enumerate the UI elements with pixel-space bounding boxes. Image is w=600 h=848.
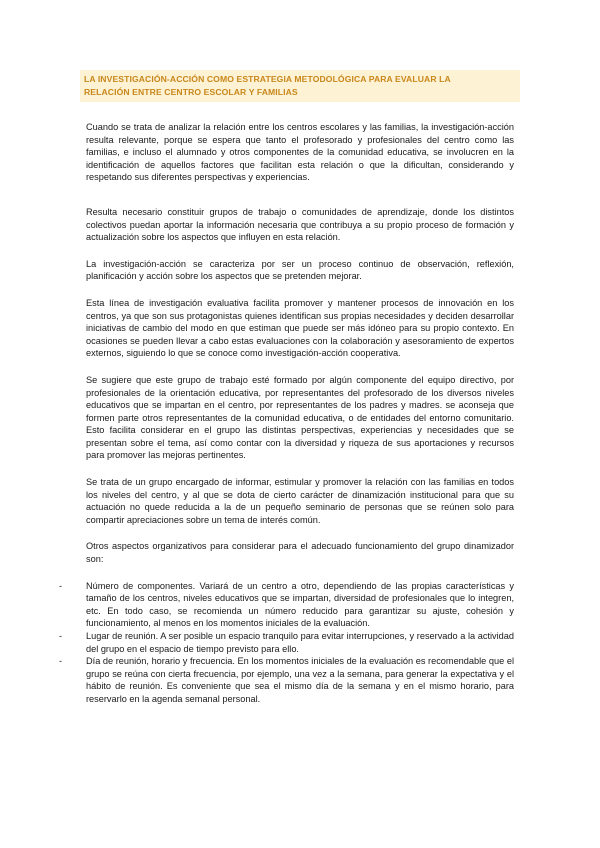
list-item-text: Número de componentes. Variará de un centro a otro, dependiendo de las propias características y tamaño de los centros, niveles educativos que se impartan, diversidad de profesionales que lo integren, etc. En todo caso, se recomienda un número reducido para garantizar su ajuste, cohesión y funcionamiento, al menos en los momentos iniciales de la evaluación. <box>86 580 514 629</box>
list-item <box>59 580 514 630</box>
document-body <box>59 121 514 706</box>
paragraph: Resulta necesario constituir grupos de trabajo o comunidades de aprendizaje, donde los distintos colectivos puedan aportar la información necesaria que contribuya a su propio proceso de formación y actualización sobre los aspectos que influyen en esta relación. <box>86 206 514 243</box>
paragraph: La investigación-acción se caracteriza por ser un proceso continuo de observación, reflexión, planificación y acción sobre los aspectos que se pretenden mejorar. <box>86 258 514 282</box>
bullet-dash: - <box>59 631 63 641</box>
bullet-dash: - <box>59 580 63 591</box>
section-title-box <box>80 70 520 102</box>
bullet-dash: - <box>59 656 63 667</box>
section-title-line-1: LA INVESTIGACIÓN-ACCIÓN COMO ESTRATEGIA METODOLÓGICA PARA EVALUAR LA <box>84 74 451 84</box>
list-item <box>59 655 514 705</box>
list-item <box>59 630 514 655</box>
paragraph: Cuando se trata de analizar la relación entre los centros escolares y las familias, la investigación-acción resulta relevante, porque se espera que tanto el profesorado y profesionales del centro como las familias, e incluso el alumnado y otros componentes de la comunidad educativa, se involucren en la identificación de aquellos factores que facilitan esta relación o que la dificultan, considerando y respetando sus diferentes perspectivas y experiencias. <box>86 122 514 183</box>
paragraph: Esta línea de investigación evaluativa facilita promover y mantener procesos de innovación en los centros, ya que son sus protagonistas quienes identifican sus propias necesidades y deciden desarrollar iniciativas de cambio del modo en que estiman que puede ser más idóneo para su propio contexto. En ocasiones se pueden llevar a cabo estas evaluaciones con la colaboración y asesoramiento de expertos externos, siguiendo lo que se conoce como investigación-acción cooperativa. <box>86 297 514 359</box>
paragraph: Se trata de un grupo encargado de informar, estimular y promover la relación con las familias en todos los niveles del centro, y al que se dota de cierto carácter de dinamización institucional para que su actuación no quede reducida a la de un pequeño seminario de personas que se reúnen solo para compartir apreciaciones sobre un tema de interés común. <box>86 477 514 525</box>
bullet-list <box>59 580 514 706</box>
list-item-text: Día de reunión, horario y frecuencia. En los momentos iniciales de la evaluación es recomendable que el grupo se reúna con cierta frecuencia, por ejemplo, una vez a la semana, para generar la expectativa y el hábito de reunión. Es conveniente que sea el mismo día de la semana y en el mismo horario, para reservarlo en la agenda semanal personal. <box>86 656 514 704</box>
paragraph: Otros aspectos organizativos para considerar para el adecuado funcionamiento del grupo dinamizador son: <box>86 541 514 565</box>
paragraph: Se sugiere que este grupo de trabajo esté formado por algún componente del equipo directivo, por profesionales de la orientación educativa, por representantes del profesorado de los diversos niveles educativos que se impartan en el centro, por representantes de los padres y madres. se aconseja que formen parte otros representantes de la comunidad educativa, o de entidades del entorno comunitario. Esto facilita considerar en el grupo las distintas perspectivas, experiencias y necesidades que se presentan sobre el tema, así como contar con la diversidad y riqueza de sus aportaciones y recursos para promover las mejoras pertinentes. <box>86 374 514 461</box>
section-title-line-2: RELACIÓN ENTRE CENTRO ESCOLAR Y FAMILIAS <box>84 87 298 97</box>
list-item-text: Lugar de reunión. A ser posible un espacio tranquilo para evitar interrupciones, y reservado a la actividad del grupo en el espacio de tiempo previsto para ello. <box>86 631 514 654</box>
